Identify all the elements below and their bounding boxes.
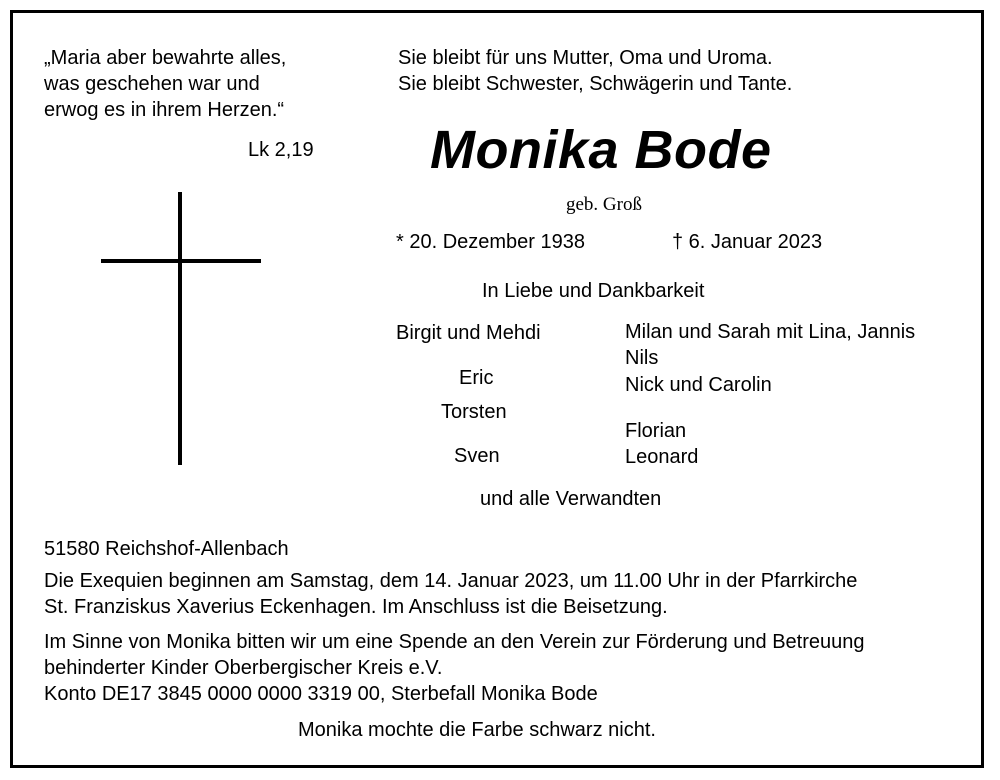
quote-reference: Lk 2,19 (248, 139, 314, 161)
intro-line: Sie bleibt Schwester, Schwägerin und Tante. (398, 73, 793, 95)
maiden-name: geb. Groß (566, 194, 642, 215)
mourner-right: Nick und Carolin (625, 374, 772, 396)
cross-icon-bar (101, 259, 261, 263)
mourner-left: Torsten (441, 401, 507, 423)
relatives-line: und alle Verwandten (480, 488, 662, 510)
mourner-right: Nils (625, 347, 659, 369)
donation-line: Konto DE17 3845 0000 0000 3319 00, Sterbefall Monika Bode (44, 683, 598, 705)
deceased-name: Monika Bode (430, 120, 772, 180)
cross-icon (178, 192, 182, 465)
bible-quote (44, 45, 286, 123)
service-line: St. Franziskus Xaverius Eckenhagen. Im Anschluss ist die Beisetzung. (44, 596, 668, 618)
donation-line: behinderter Kinder Oberbergischer Kreis e.V. (44, 657, 443, 679)
birth-date: * 20. Dezember 1938 (396, 231, 586, 253)
quote-line: was geschehen war und (44, 73, 260, 95)
closing-note: Monika mochte die Farbe schwarz nicht. (298, 719, 656, 741)
death-date: † 6. Januar 2023 (672, 231, 823, 253)
mourner-left: Birgit und Mehdi (396, 322, 541, 344)
service-line: Die Exequien beginnen am Samstag, dem 14. Januar 2023, um 11.00 Uhr in der Pfarrkirche (44, 570, 858, 592)
intro-line: Sie bleibt für uns Mutter, Oma und Uroma. (398, 47, 773, 69)
quote-line: „Maria aber bewahrte alles, (44, 47, 287, 69)
mourner-left: Eric (459, 367, 494, 389)
address: 51580 Reichshof-Allenbach (44, 538, 289, 560)
intro-text (398, 45, 792, 97)
mourner-right: Florian (625, 420, 687, 442)
donation-line: Im Sinne von Monika bitten wir um eine Spende an den Verein zur Förderung und Betreuung (44, 631, 865, 653)
quote-line: erwog es in ihrem Herzen.“ (44, 99, 285, 121)
donation-info (44, 629, 865, 707)
service-info (44, 568, 857, 620)
mourner-right: Leonard (625, 446, 699, 468)
mourners-heading: In Liebe und Dankbarkeit (482, 280, 705, 302)
mourner-right: Milan und Sarah mit Lina, Jannis (625, 321, 916, 343)
mourner-left: Sven (454, 445, 500, 467)
